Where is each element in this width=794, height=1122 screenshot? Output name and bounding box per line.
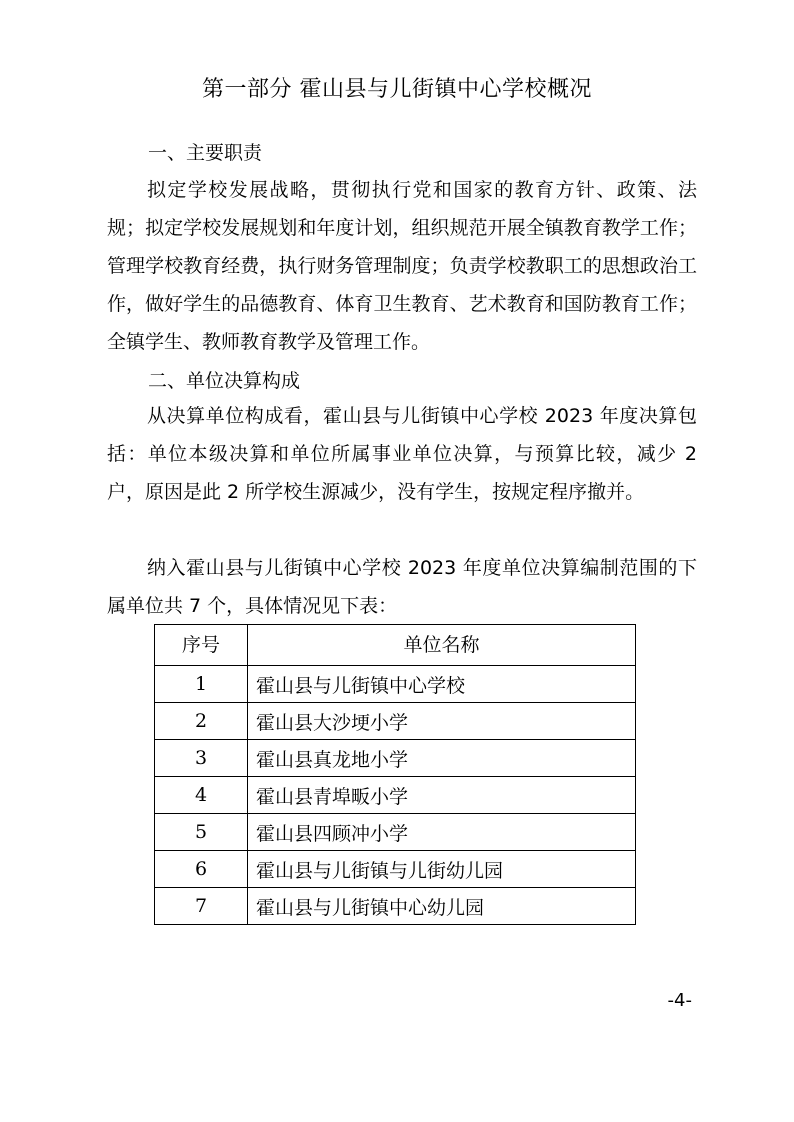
composition-paragraph: 从决算单位构成看，霍山县与儿街镇中心学校 2023 年度决算包括：单位本级决算和单位所属事业单位决算，与预算比较，减少 2 户，原因是此 2 所学校生源减少，没有学生，按规定程序撤并。 <box>107 405 697 503</box>
page-title: 第一部分 霍山县与儿街镇中心学校概况 <box>202 77 592 102</box>
row-unit-name: 霍山县青埠畈小学 <box>248 777 636 814</box>
section-heading-duties: 一、主要职责 <box>148 142 263 164</box>
row-unit-name: 霍山县四顾冲小学 <box>248 814 636 851</box>
subordinate-units-table <box>154 624 636 925</box>
duties-paragraph: 拟定学校发展战略，贯彻执行党和国家的教育方针、政策、法规；拟定学校发展规划和年度计划，组织规范开展全镇教育教学工作；管理学校教育经费，执行财务管理制度；负责学校教职工的思想政治工作，做好学生的品德教育、体育卫生教育、艺术教育和国防教育工作；全镇学生、教师教育教学及管理工作。 <box>107 179 697 353</box>
row-number: 1 <box>155 666 248 703</box>
page-number: -4- <box>667 990 692 1011</box>
table-row <box>155 851 636 888</box>
row-unit-name: 霍山县与儿街镇中心学校 <box>248 666 636 703</box>
table-row <box>155 814 636 851</box>
table-row <box>155 888 636 925</box>
row-unit-name: 霍山县大沙埂小学 <box>248 703 636 740</box>
row-number: 6 <box>155 851 248 888</box>
section-heading-composition: 二、单位决算构成 <box>148 370 301 392</box>
table-row <box>155 666 636 703</box>
row-unit-name: 霍山县与儿街镇与儿街幼儿园 <box>248 851 636 888</box>
table-row <box>155 777 636 814</box>
row-unit-name: 霍山县与儿街镇中心幼儿园 <box>248 888 636 925</box>
header-serial-number: 序号 <box>155 625 248 666</box>
row-number: 3 <box>155 740 248 777</box>
row-number: 4 <box>155 777 248 814</box>
header-unit-name: 单位名称 <box>248 625 636 666</box>
row-number: 2 <box>155 703 248 740</box>
table-header-row <box>155 625 636 666</box>
row-number: 7 <box>155 888 248 925</box>
row-number: 5 <box>155 814 248 851</box>
table-row <box>155 703 636 740</box>
table-intro-paragraph: 纳入霍山县与儿街镇中心学校 2023 年度单位决算编制范围的下属单位共 7 个，具体情况见下表： <box>107 557 697 617</box>
row-unit-name: 霍山县真龙地小学 <box>248 740 636 777</box>
table-row <box>155 740 636 777</box>
